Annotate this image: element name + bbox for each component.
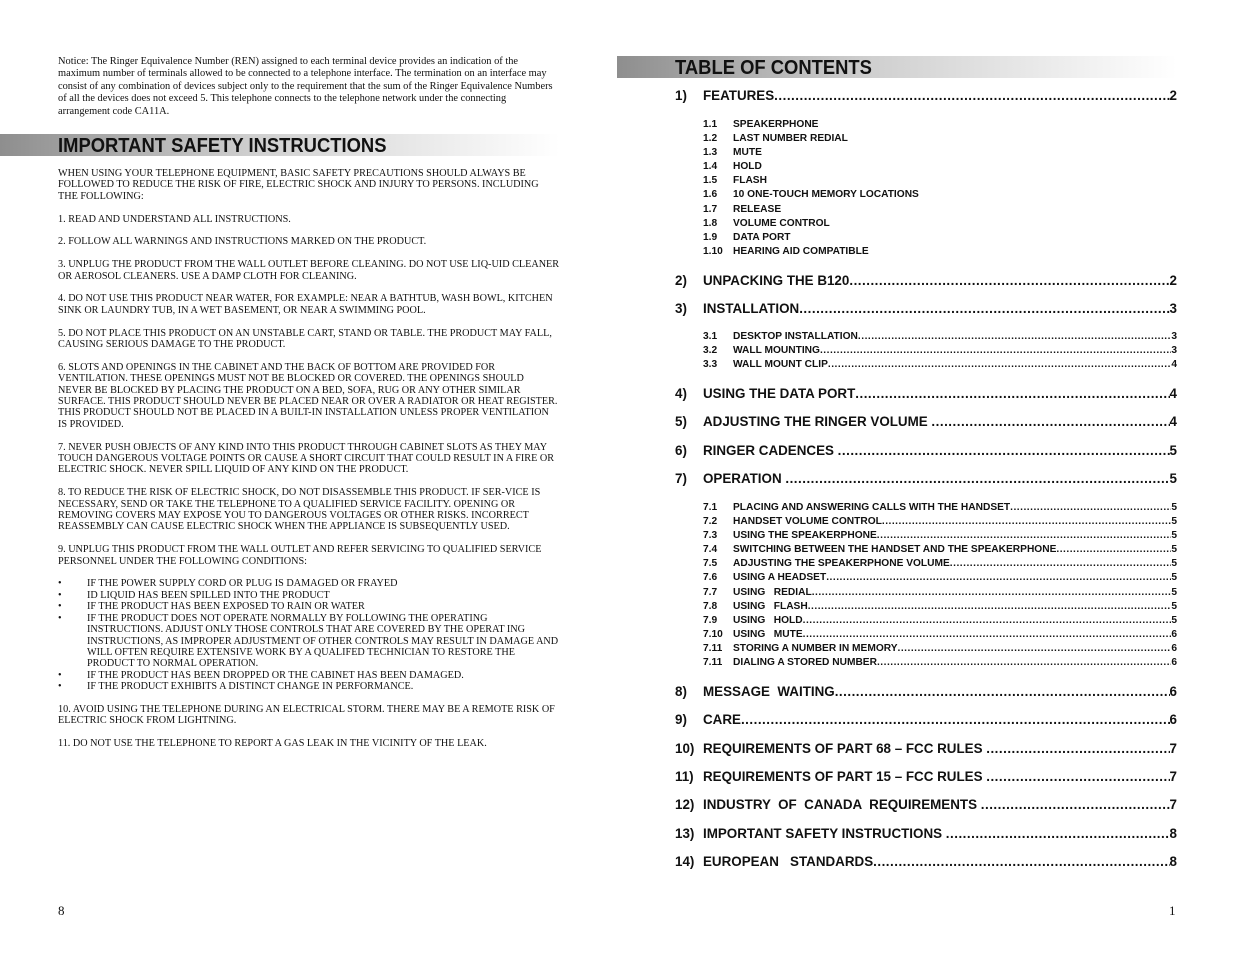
toc-entry-number: 11) (675, 769, 694, 784)
toc-heading: TABLE OF CONTENTS (675, 57, 872, 79)
toc-entry-number: 3) (675, 301, 687, 316)
left-page (0, 0, 617, 954)
toc-entry-label: SPEAKERPHONE (733, 119, 819, 130)
bullet-icon: • (58, 601, 62, 613)
toc-entry-label: INDUSTRY OF CANADA REQUIREMENTS (703, 797, 981, 812)
toc-entry-label: HANDSET VOLUME CONTROL (733, 516, 882, 527)
toc-subentry[interactable] (703, 615, 1177, 626)
toc-subentry[interactable] (703, 119, 1177, 130)
toc-subentry[interactable] (703, 643, 1177, 654)
toc-dot-leader (931, 414, 1169, 429)
toc-entry-page: 6 (1171, 657, 1177, 668)
toc-dot-leader (877, 530, 1172, 541)
toc-entry-number: 1.9 (703, 232, 718, 243)
toc-entry-number: 7.4 (703, 544, 718, 555)
list-item-text: IF THE PRODUCT HAS BEEN DROPPED OR THE CABINET HAS BEEN DAMAGED. (87, 669, 464, 681)
toc-entry-page: 8 (1169, 854, 1177, 869)
bullet-icon: • (58, 578, 62, 590)
toc-dot-leader (849, 273, 1169, 288)
toc-entry[interactable] (675, 797, 1177, 812)
safety-instructions (58, 168, 560, 761)
safety-conditions-list (58, 578, 560, 692)
toc-dot-leader (808, 601, 1172, 612)
list-item-text: IF THE POWER SUPPLY CORD OR PLUG IS DAMAGED OR FRAYED (87, 578, 398, 590)
toc-entry-page: 5 (1171, 615, 1177, 626)
toc-entry-label: DESKTOP INSTALLATION (733, 331, 858, 342)
toc-entry-number: 1.1 (703, 119, 718, 130)
toc-entry-number: 9) (675, 712, 687, 727)
toc-entry-number: 8) (675, 684, 687, 699)
safety-item: 2. FOLLOW ALL WARNINGS AND INSTRUCTIONS MARKED ON THE PRODUCT. (58, 236, 427, 248)
toc-dot-leader (812, 587, 1172, 598)
toc-entry[interactable] (675, 741, 1177, 756)
toc-subentry[interactable] (703, 516, 1177, 527)
toc-dot-leader (981, 797, 1170, 812)
toc-entry-label: MUTE (733, 147, 762, 158)
toc-entry-page: 4 (1169, 414, 1177, 429)
toc-entry-number: 2) (675, 273, 687, 288)
bullet-icon: • (58, 589, 62, 601)
toc-entry-number: 7.3 (703, 530, 718, 541)
toc-entry-page: 6 (1169, 684, 1177, 699)
toc-subentry[interactable] (703, 133, 1177, 144)
toc-entry[interactable] (675, 386, 1177, 401)
toc-entry-page: 6 (1171, 643, 1177, 654)
toc-entry-label: RELEASE (733, 204, 782, 215)
toc-dot-leader (858, 331, 1171, 342)
toc-entry-page: 6 (1169, 712, 1177, 727)
toc-entry-page: 5 (1169, 471, 1177, 486)
toc-entry-label: UNPACKING THE B120 (703, 273, 850, 288)
toc-dot-leader (946, 826, 1170, 841)
toc-subentry[interactable] (703, 657, 1177, 668)
toc-entry-number: 7.10 (703, 629, 723, 640)
toc-dot-leader (873, 854, 1169, 869)
toc-dot-leader (877, 657, 1171, 668)
bullet-icon: • (58, 669, 62, 681)
toc-subentry[interactable] (703, 246, 1177, 257)
toc-entry-number: 5) (675, 414, 687, 429)
toc-dot-leader (820, 345, 1171, 356)
toc-entry-label: ADJUSTING THE SPEAKERPHONE VOLUME (733, 558, 950, 569)
bullet-icon: • (58, 681, 62, 693)
list-item-text: ID LIQUID HAS BEEN SPILLED INTO THE PRODUCT (87, 589, 330, 601)
toc-entry[interactable] (675, 854, 1177, 869)
safety-items-after (58, 704, 560, 750)
toc-subentry[interactable] (703, 218, 1177, 229)
toc-entry-number: 7.6 (703, 572, 718, 583)
toc-entry-page: 7 (1169, 797, 1177, 812)
toc-entry-label: FLASH (733, 175, 767, 186)
toc-dot-leader (835, 684, 1170, 699)
toc-entry-label: USING A HEADSET (733, 572, 827, 583)
safety-intro: WHEN USING YOUR TELEPHONE EQUIPMENT, BASIC SAFETY PRECAUTIONS SHOULD ALWAYS BE FOLLOWED TO REDUCE THE RISK OF FIRE, ELECTRIC SHOCK AND INJURY TO PERSONS. INCLUDING THE FOLLOWING: (58, 168, 539, 202)
toc-entry-label: 10 ONE-TOUCH MEMORY LOCATIONS (733, 189, 919, 200)
toc-entry-number: 7.1 (703, 502, 718, 513)
toc-subentry[interactable] (703, 331, 1177, 342)
safety-heading: IMPORTANT SAFETY INSTRUCTIONS (58, 135, 387, 157)
toc-entry[interactable] (675, 684, 1177, 699)
safety-item: 5. DO NOT PLACE THIS PRODUCT ON AN UNSTABLE CART, STAND OR TABLE. THE PRODUCT MAY FALL, CAUSING SERIOUS DAMAGE TO THE PRODUCT. (58, 327, 552, 351)
list-item-text: IF THE PRODUCT DOES NOT OPERATE NORMALLY BY FOLLOWING THE OPERATING INSTRUCTIONS. ADJUST ONLY THOSE CONTROLS THAT ARE COVERED BY THE OPERAT ING INSTRUCTIONS, AS IMPROPER ADJUSTMENT OF OTHER CONTROLS MAY RESULT IN DAMAGE AND WILL OFTEN REQUIRE EXTENSIVE WORK BY A QUALIFED TECHNICIAN TO RESTORE THE PRODUCT TO NORMAL OPERATION. (87, 612, 559, 670)
toc-entry-label: FEATURES (703, 88, 775, 103)
toc-entry-page: 7 (1169, 741, 1177, 756)
toc-entry-label: HEARING AID COMPATIBLE (733, 246, 869, 257)
toc-entry-number: 1) (675, 88, 687, 103)
list-item (58, 590, 560, 601)
toc-subentry[interactable] (703, 558, 1177, 569)
safety-item: 4. DO NOT USE THIS PRODUCT NEAR WATER, FOR EXAMPLE: NEAR A BATHTUB, WASH BOWL, KITCHEN SINK OR LAUNDRY TUB, IN A WET BASEMENT, OR NEAR A SWIMMING POOL. (58, 293, 553, 316)
toc-entry[interactable] (675, 471, 1177, 486)
toc-entry[interactable] (675, 414, 1177, 429)
toc-entry-number: 1.10 (703, 246, 723, 257)
safety-item: 10. AVOID USING THE TELEPHONE DURING AN ELECTRICAL STORM. THERE MAY BE A REMOTE RISK OF ELECTRIC SHOCK FROM LIGHTNING. (58, 703, 555, 727)
toc-entry-number: 1.6 (703, 189, 718, 200)
toc-entry-label: INSTALLATION (703, 301, 800, 316)
toc-entry[interactable] (675, 273, 1177, 288)
table-of-contents (617, 0, 1235, 900)
toc-entry[interactable] (675, 826, 1177, 841)
toc-subentry[interactable] (703, 601, 1177, 612)
toc-entry-label: DIALING A STORED NUMBER (733, 657, 877, 668)
safety-item: 1. READ AND UNDERSTAND ALL INSTRUCTIONS. (58, 213, 291, 225)
list-item (58, 681, 560, 692)
toc-entry-label: EUROPEAN STANDARDS (703, 854, 874, 869)
list-item (58, 670, 560, 681)
list-item (58, 578, 560, 589)
toc-subentry[interactable] (703, 629, 1177, 640)
toc-entry-label: RINGER CADENCES (703, 443, 838, 458)
toc-entry-page: 2 (1169, 88, 1177, 103)
toc-dot-leader (986, 769, 1169, 784)
toc-entry-label: OPERATION (703, 471, 786, 486)
toc-subentry[interactable] (703, 544, 1177, 555)
toc-entry[interactable] (675, 301, 1177, 316)
toc-entry-number: 3.1 (703, 331, 718, 342)
toc-subentry[interactable] (703, 502, 1177, 513)
toc-dot-leader (986, 741, 1169, 756)
toc-dot-leader (826, 572, 1171, 583)
list-item (58, 613, 560, 670)
toc-entry-page: 3 (1171, 345, 1177, 356)
toc-entry-page: 6 (1171, 629, 1177, 640)
toc-entry-label: IMPORTANT SAFETY INSTRUCTIONS (703, 826, 946, 841)
toc-entry-number: 3.2 (703, 345, 718, 356)
toc-entry-page: 8 (1169, 826, 1177, 841)
toc-entry-number: 1.3 (703, 147, 718, 158)
toc-entry-label: USING FLASH (733, 601, 808, 612)
toc-entry-page: 5 (1171, 544, 1177, 555)
toc-entry-label: VOLUME CONTROL (733, 218, 830, 229)
toc-entry-page: 5 (1171, 530, 1177, 541)
toc-entry-number: 7.11 (703, 657, 723, 668)
toc-entry-label: USING REDIAL (733, 587, 812, 598)
toc-entry-label: WALL MOUNT CLIP (733, 359, 828, 370)
toc-entry-page: 5 (1171, 516, 1177, 527)
toc-entry-label: REQUIREMENTS OF PART 68 – FCC RULES (703, 741, 987, 756)
toc-entry-number: 1.7 (703, 204, 718, 215)
toc-subentry[interactable] (703, 147, 1177, 158)
toc-dot-leader (855, 386, 1169, 401)
list-item (58, 601, 560, 612)
safety-item: 3. UNPLUG THE PRODUCT FROM THE WALL OUTLET BEFORE CLEANING. DO NOT USE LIQ-UID CLEANER OR AEROSOL CLEANERS. USE A DAMP CLOTH FOR CLEANING. (58, 259, 560, 282)
toc-entry-label: WALL MOUNTING (733, 345, 820, 356)
toc-entry-label: USING THE DATA PORT (703, 386, 856, 401)
toc-entry-number: 10) (675, 741, 695, 756)
toc-entry-label: DATA PORT (733, 232, 791, 243)
toc-entry-number: 7.9 (703, 615, 718, 626)
toc-subentry[interactable] (703, 345, 1177, 356)
toc-entry-number: 7.8 (703, 601, 718, 612)
toc-entry-label: ADJUSTING THE RINGER VOLUME (703, 414, 932, 429)
toc-subentry[interactable] (703, 232, 1177, 243)
toc-entry-number: 1.4 (703, 161, 718, 172)
safety-item: 9. UNPLUG THIS PRODUCT FROM THE WALL OUTLET AND REFER SERVICING TO QUALIFIED SERVICE PERSONNEL UNDER THE FOLLOWING CONDITIONS: (58, 544, 542, 567)
toc-dot-leader (803, 615, 1172, 626)
toc-subentry[interactable] (703, 572, 1177, 583)
toc-subentry[interactable] (703, 359, 1177, 370)
toc-dot-leader (1056, 544, 1171, 555)
toc-dot-leader (882, 516, 1171, 527)
toc-entry-number: 3.3 (703, 359, 718, 370)
toc-entry-page: 7 (1169, 769, 1177, 784)
toc-subentry[interactable] (703, 175, 1177, 186)
toc-subentry[interactable] (703, 530, 1177, 541)
toc-entry-number: 7.7 (703, 587, 718, 598)
toc-entry-number: 7.5 (703, 558, 718, 569)
toc-dot-leader (950, 558, 1172, 569)
toc-entry-page: 4 (1169, 386, 1177, 401)
right-page (617, 0, 1235, 954)
bullet-icon: • (58, 612, 62, 624)
toc-subentry[interactable] (703, 204, 1177, 215)
toc-entry-number: 1.8 (703, 218, 718, 229)
toc-entry-page: 5 (1171, 601, 1177, 612)
toc-dot-leader (803, 629, 1172, 640)
toc-dot-leader (898, 643, 1172, 654)
toc-dot-leader (785, 471, 1169, 486)
toc-entry-label: SWITCHING BETWEEN THE HANDSET AND THE SPEAKERPHONE (733, 544, 1057, 555)
toc-dot-leader (774, 88, 1169, 103)
page-number: 1 (1169, 903, 1176, 918)
toc-entry-number: 13) (675, 826, 695, 841)
toc-subentry[interactable] (703, 189, 1177, 200)
toc-dot-leader (828, 359, 1171, 370)
toc-entry-page: 5 (1171, 587, 1177, 598)
toc-entry-page: 5 (1169, 443, 1177, 458)
list-item-text: IF THE PRODUCT EXHIBITS A DISTINCT CHANGE IN PERFORMANCE. (87, 681, 414, 693)
toc-entry-number: 14) (675, 854, 695, 869)
ren-notice: Notice: The Ringer Equivalence Number (REN) assigned to each terminal device provides an indication of the maximum number of terminals allowed to be connected to a telephone interface. The termination on an interface may consist of any combination of devices subject only to the requirement that the sum of the Ringer Equivalence Numbers of all the devices does not exceed 5. This telephone connects to the telephone network under the connecting arrangement code CA11A. (58, 56, 553, 117)
toc-entry[interactable] (675, 88, 1177, 103)
page-number: 8 (58, 903, 65, 918)
toc-entry[interactable] (675, 443, 1177, 458)
toc-dot-leader (838, 443, 1170, 458)
toc-entry-number: 4) (675, 386, 687, 401)
toc-entry-label: STORING A NUMBER IN MEMORY (733, 643, 898, 654)
toc-entry-label: USING THE SPEAKERPHONE (733, 530, 877, 541)
safety-items (58, 214, 560, 567)
safety-item: 8. TO REDUCE THE RISK OF ELECTRIC SHOCK, DO NOT DISASSEMBLE THIS PRODUCT. IF SER-VICE IS NECESSARY, SEND OR TAKE THE TELEPHONE TO A QUALIFIED SERVICE FACILITY. OPENING OR REMOVING COVERS MAY EXPOSE YOU TO DANGEROUS VOLTAGES OR OTHER RISKS. INCORRECT REASSEMBLY CAN CAUSE ELECTRIC SHOCK WHEN THE APPLIANCE IS SUBSEQUENTLY USED. (58, 487, 541, 533)
toc-dot-leader (799, 301, 1169, 316)
toc-entry-page: 2 (1169, 273, 1177, 288)
toc-dot-leader (1010, 502, 1171, 513)
toc-entry-number: 1.2 (703, 133, 718, 144)
toc-entry-number: 7) (675, 471, 687, 486)
toc-entry[interactable] (675, 769, 1177, 784)
toc-entry-page: 5 (1171, 558, 1177, 569)
safety-item: 11. DO NOT USE THE TELEPHONE TO REPORT A GAS LEAK IN THE VICINITY OF THE LEAK. (58, 738, 487, 750)
toc-entry-number: 7.11 (703, 643, 723, 654)
toc-entry-page: 3 (1169, 301, 1177, 316)
toc-entry-number: 7.2 (703, 516, 718, 527)
toc-entry-label: USING MUTE (733, 629, 803, 640)
toc-entry-label: PLACING AND ANSWERING CALLS WITH THE HANDSET (733, 502, 1011, 513)
toc-entry-label: HOLD (733, 161, 762, 172)
toc-dot-leader (741, 712, 1170, 727)
toc-entry-page: 4 (1171, 359, 1177, 370)
toc-entry-label: USING HOLD (733, 615, 803, 626)
toc-entry[interactable] (675, 712, 1177, 727)
safety-item: 7. NEVER PUSH OBJECTS OF ANY KIND INTO THIS PRODUCT THROUGH CABINET SLOTS AS THEY MAY TOUCH DANGEROUS VOLTAGE POINTS OR CAUSE A SHORT CIRCUIT THAT COULD RESULT IN A FIRE OR ELECTRIC SHOCK. NEVER SPILL LIQUID OF ANY KIND ON THE PRODUCT. (58, 441, 555, 476)
toc-subentry[interactable] (703, 161, 1177, 172)
list-item-text: IF THE PRODUCT HAS BEEN EXPOSED TO RAIN OR WATER (87, 601, 365, 613)
toc-entry-page: 3 (1171, 331, 1177, 342)
toc-subentry[interactable] (703, 587, 1177, 598)
toc-entry-label: CARE (703, 712, 741, 727)
toc-entry-label: REQUIREMENTS OF PART 15 – FCC RULES (703, 769, 987, 784)
toc-entry-label: LAST NUMBER REDIAL (733, 133, 848, 144)
safety-item: 6. SLOTS AND OPENINGS IN THE CABINET AND THE BACK OF BOTTOM ARE PROVIDED FOR VENTILATION. THESE OPENINGS MUST NOT BE BLOCKED OR COVERED. THE OPENINGS SHOULD NEVER BE BLOCKED BY PLACING THE PRODUCT ON A BED, SOFA, RUG OR ANY OTHER SIMILAR SURFACE. THIS PRODUCT SHOULD NEVER BE PLACED NEAR OR OVER A RADIATOR OR HEAT REGISTER. THIS PRODUCT SHOULD NOT BE PLACED IN A BUILT-IN INSTALLATION UNLESS PROPER VENTILATION IS PROVIDED. (58, 361, 558, 430)
toc-entry-page: 5 (1171, 572, 1177, 583)
toc-entry-page: 5 (1171, 502, 1177, 513)
toc-entry-number: 12) (675, 797, 695, 812)
toc-entry-number: 6) (675, 443, 687, 458)
toc-entry-number: 1.5 (703, 175, 718, 186)
toc-entry-label: MESSAGE WAITING (703, 684, 835, 699)
